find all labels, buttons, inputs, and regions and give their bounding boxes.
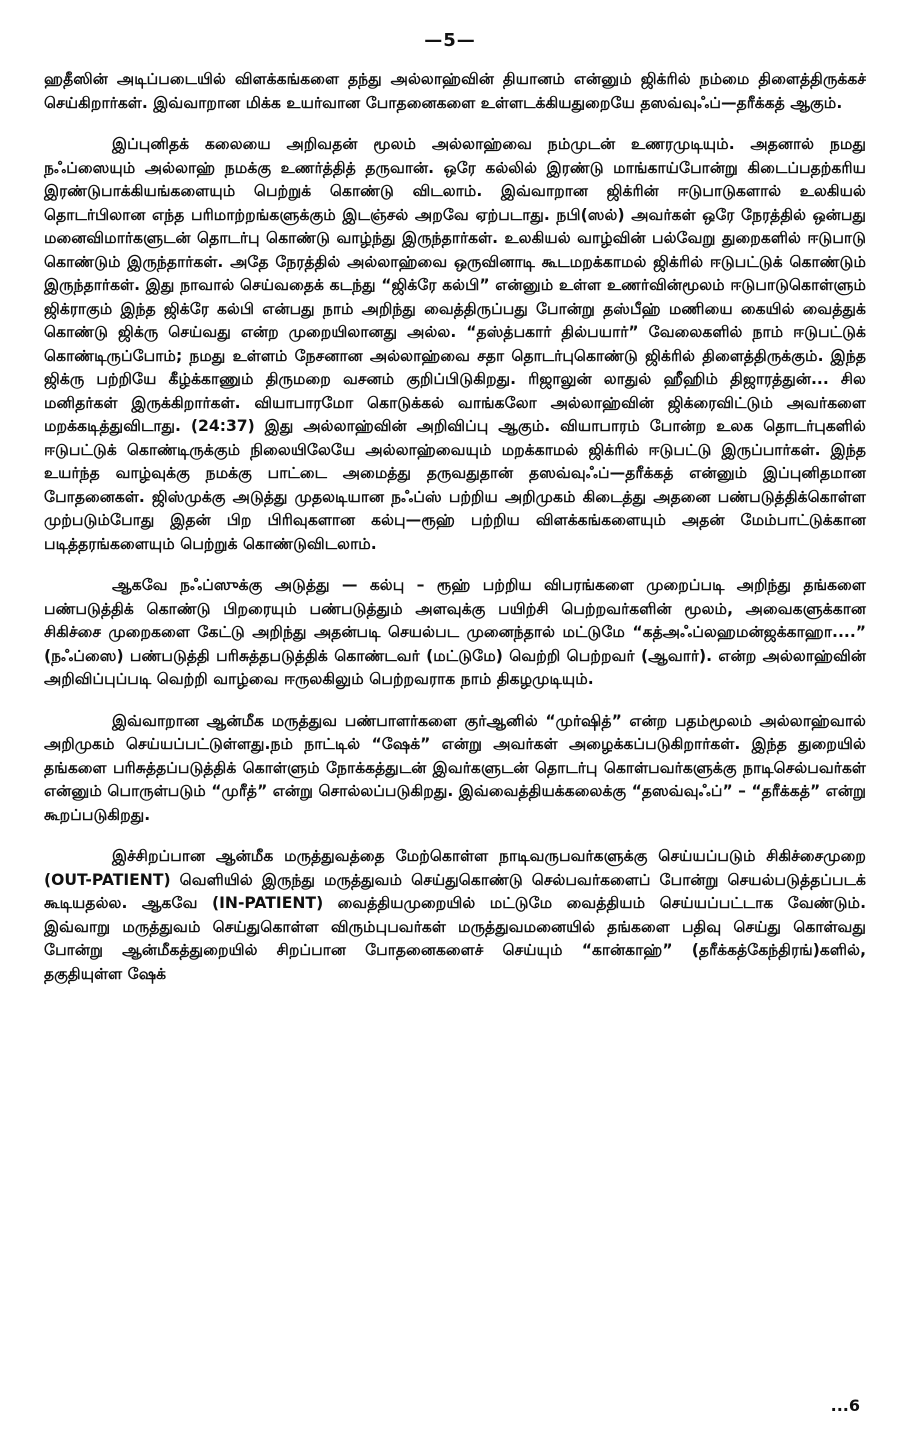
paragraph-1: ஹதீஸின் அடிப்படையில் விளக்கங்களை தந்து அல்லாஹ்வின் தியானம் என்னும் ஜிக்ரில் நம்மை திளைத்திருக்கச் செய்கிறார்கள். இவ்வாறான மிக்க உயர்வான போதனைகளை உள்ளடக்கியதுறையே தஸவ்வுஃப்—தரீக்கத் ஆகும். <box>44 70 866 112</box>
body-text <box>44 68 866 1002</box>
page-number: —5— <box>424 30 476 51</box>
paragraph-3: ஆகவே நஃப்ஸுக்கு அடுத்து — கல்பு – ரூஹ் பற்றிய விபரங்களை முறைப்படி அறிந்து தங்களை பண்படுத்திக் கொண்டு பிறரையும் பண்படுத்தும் அளவுக்கு பயிற்சி பெற்றவர்களின் மூலம், அவைகளுக்கான சிகிச்சை முறைகளை கேட்டு அறிந்து அதன்படி செயல்பட முனைந்தால் மட்டுமே “கத்அஃப்லஹமன்ஜக்காஹா....” (நஃப்ஸை) பண்படுத்தி பரிசுத்தபடுத்திக் கொண்டவர் (மட்டுமே) வெற்றி பெற்றவர் (ஆவார்). என்ற அல்லாஹ்வின் அறிவிப்புப்படி வெற்றி வாழ்வை ஈருலகிலும் பெற்றவராக நாம் திகழமுடியும். <box>44 576 866 688</box>
paragraph-5: இச்சிறப்பான ஆன்மீக மருத்துவத்தை மேற்கொள்ள நாடிவருபவர்களுக்கு செய்யப்படும் சிகிச்சைமுறை (OUT-PATIENT) வெளியில் இருந்து மருத்துவம் செய்துகொண்டு செல்பவர்களைப் போன்று செயல்படுத்தப்படக் கூடியதல்ல. ஆகவே (IN-PATIENT) வைத்தியமுறையில் மட்டுமே வைத்தியம் செய்யப்பட்டாக வேண்டும். இவ்வாறு மருத்துவம் செய்துகொள்ள விரும்புபவர்கள் மருத்துவமனையில் தங்களை பதிவு செய்து கொள்வது போன்று ஆன்மீகத்துறையில் சிறப்பான போதனைகளைச் செய்யும் “கான்காஹ்” (தரீக்கத்கேந்திரங்)களில், தகுதியுள்ள ஷேக் <box>44 847 866 983</box>
paragraph-2: இப்புனிதக் கலையை அறிவதன் மூலம் அல்லாஹ்வை நம்முடன் உணரமுடியும். அதனால் நமது நஃப்ஸையும் அல்லாஹ் நமக்கு உணர்த்தித் தருவான். ஒரே கல்லில் இரண்டு மாங்காய்போன்று கிடைப்பதற்கரிய இரண்டுபாக்கியங்களையும் பெற்றுக் கொண்டு விடலாம். இவ்வாறான ஜிக்ரின் ஈடுபாடுகளால் உலகியல் தொடர்பிலான எந்த பரிமாற்றங்களுக்கும் இடஞ்சல் அறவே ஏற்படாது. நபி(ஸல்) அவர்கள் ஒரே நேரத்தில் ஒன்பது மனைவிமார்களுடன் தொடர்பு கொண்டு வாழ்ந்து இருந்தார்கள். உலகியல் வாழ்வின் பல்வேறு துறைகளில் ஈடுபாடு கொண்டும் இருந்தார்கள். அதே நேரத்தில் அல்லாஹ்வை ஒருவினாடி கூடமறக்காமல் ஜிக்ரில் ஈடுபட்டுக் கொண்டும் இருந்தார்கள். இது நாவால் செய்வதைக் கடந்து “ஜிக்ரே கல்பி” என்னும் உள்ள உணர்வின்மூலம் ஈடுபாடுகொள்ளும் ஜிக்ராகும் இந்த ஜிக்ரே கல்பி என்பது நாம் அறிந்து வைத்திருப்பது போன்று தஸ்பீஹ் மணியை கையில் வைத்துக் கொண்டு ஜிக்ரு செய்வது என்ற முறையிலானது அல்ல. “தஸ்த்பகார் தில்பயார்” வேலைகளில் நாம் ஈடுபட்டுக் கொண்டிருப்போம்; நமது உள்ளம் நேசனான அல்லாஹ்வை சதா தொடர்புகொண்டு ஜிக்ரில் திளைத்திருக்கும். இந்த ஜிக்ரு பற்றியே கீழ்க்காணும் திருமறை வசனம் குறிப்பிடுகிறது. ரிஜாலுன் லாதுல் ஹீஹிம் திஜாரத்துன்... சில மனிதர்கள் இருக்கிறார்கள். வியாபாரமோ கொடுக்கல் வாங்கலோ அல்லாஹ்வின் ஜிக்ரைவிட்டும் அவர்களை மறக்கடித்துவிடாது. (24:37) இது அல்லாஹ்வின் அறிவிப்பு ஆகும். வியாபாரம் போன்ற உலக தொடர்புகளில் ஈடுபட்டுக் கொண்டிருக்கும் நிலையிலேயே அல்லாஹ்வையும் மறக்காமல் ஜிக்ரில் ஈடுபட்டு இருப்பார்கள். இந்த உயர்ந்த வாழ்வுக்கு நமக்கு பாட்டை அமைத்து தருவதுதான் தஸவ்வுஃப்—தரீக்கத் என்னும் இப்புனிதமான போதனைகள். ஜிஸ்முக்கு அடுத்து முதலடியான நஃப்ஸ் பற்றிய அறிமுகம் கிடைத்து அதனை பண்படுத்திக்கொள்ள முற்படும்போது இதன் பிற பிரிவுகளான கல்பு—ரூஹ் பற்றிய விளக்கங்களையும் அதன் மேம்பாட்டுக்கான படித்தரங்களையும் பெற்றுக் கொண்டுவிடலாம். <box>44 135 866 553</box>
continued-marker: ...6 <box>830 1396 860 1415</box>
paragraph-4: இவ்வாறான ஆன்மீக மருத்துவ பண்பாளர்களை குர்ஆனில் “முர்ஷித்” என்ற பதம்மூலம் அல்லாஹ்வால் அறிமுகம் செய்யப்பட்டுள்ளது.நம் நாட்டில் “ஷேக்” என்று அவர்கள் அழைக்கப்படுகிறார்கள். இந்த துறையில் தங்களை பரிசுத்தப்படுத்திக் கொள்ளும் நோக்கத்துடன் இவர்களுடன் தொடர்பு கொள்பவர்களுக்கு நாடிசெல்பவர்கள் என்னும் பொருள்படும் “முரீத்” என்று சொல்லப்படுகிறது. இவ்வைத்தியக்கலைக்கு “தஸவ்வுஃப்” – “தரீக்கத்” என்று கூறப்படுகிறது. <box>44 711 866 824</box>
